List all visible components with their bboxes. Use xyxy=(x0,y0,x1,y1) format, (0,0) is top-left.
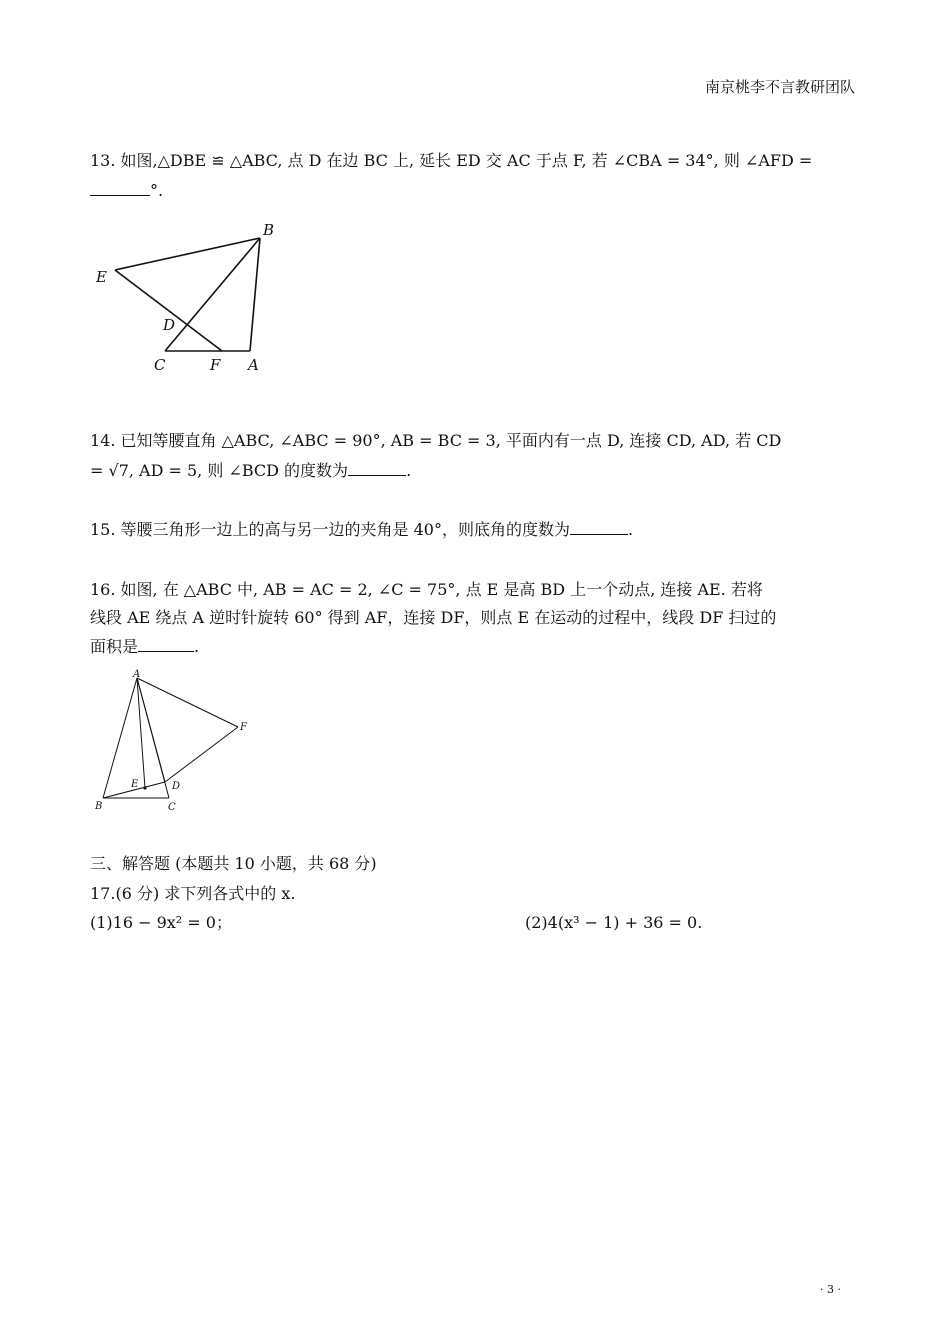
q16-suffix: . xyxy=(194,637,200,656)
q13-line1: 13. 如图,△DBE ≌ △ABC, 点 D 在边 BC 上, 延长 ED 交 AC 于点 F, 若 ∠CBA = 34°, 则 ∠AFD = xyxy=(90,151,813,170)
q16-line2: 线段 AE 绕点 A 逆时针旋转 60° 得到 AF，连接 DF，则点 E 在运动的过程中，线段 DF 扫过的 xyxy=(90,608,777,627)
q13-line2 xyxy=(90,178,866,204)
q13-figure xyxy=(90,218,290,378)
q13-edge-EB xyxy=(115,238,260,270)
q16-edge-AF xyxy=(137,678,238,727)
q14-line2 xyxy=(90,458,866,484)
section3-title: 三、解答题 (本题共 10 小题，共 68 分) xyxy=(90,854,377,873)
q16-answer-blank xyxy=(138,635,194,652)
q17-part2: (2)4(x³ − 1) + 36 = 0. xyxy=(525,913,703,932)
q15-answer-blank xyxy=(570,518,628,535)
q16-label-D: D xyxy=(172,781,181,792)
q13-answer-blank xyxy=(90,179,150,196)
q15-line xyxy=(90,517,866,543)
q15-text: 15. 等腰三角形一边上的高与另一边的夹角是 40°，则底角的度数为 xyxy=(90,520,570,539)
q16-line3 xyxy=(90,634,866,660)
q13-label-F: F xyxy=(210,356,221,374)
q13-label-A: A xyxy=(248,356,259,374)
header-team: 南京桃李不言教研团队 xyxy=(704,78,855,96)
q17-title: 17.(6 分) 求下列各式中的 x. xyxy=(90,884,296,903)
q13-label-E: E xyxy=(96,268,107,286)
q16-line1: 16. 如图, 在 △ABC 中, AB = AC = 2, ∠C = 75°, 点 E 是高 BD 上一个动点, 连接 AE. 若将 xyxy=(90,580,763,599)
q16-label-E: E xyxy=(131,779,139,790)
q13-edge-BA xyxy=(250,238,260,351)
q16-figure xyxy=(88,668,263,816)
q16-label-F: F xyxy=(240,722,247,733)
q16-point-E xyxy=(143,786,146,789)
q16-label-B: B xyxy=(95,801,103,812)
q14-line2-prefix: = √7, AD = 5, 则 ∠BCD 的度数为 xyxy=(90,461,349,480)
q15-suffix: . xyxy=(627,520,634,539)
q17-part1: (1)16 − 9x² = 0； xyxy=(90,913,232,932)
q13-suffix: °. xyxy=(150,181,164,200)
q13-label-B: B xyxy=(263,221,275,239)
q16-line3-prefix: 面积是 xyxy=(90,637,139,656)
page-number: · 3 · xyxy=(820,1283,841,1296)
q13-edge-CB xyxy=(165,238,260,351)
q13-label-D: D xyxy=(163,316,176,334)
q14-line1: 14. 已知等腰直角 △ABC, ∠ABC = 90°, AB = BC = 3, 平面内有一点 D, 连接 CD, AD, 若 CD xyxy=(90,431,782,450)
q16-label-C: C xyxy=(168,802,176,813)
q13-label-C: C xyxy=(154,356,166,374)
q13-edge-EF xyxy=(115,270,222,351)
q14-answer-blank xyxy=(348,459,406,476)
q16-label-A: A xyxy=(133,669,141,680)
q16-edge-FD xyxy=(165,727,238,782)
q14-suffix: . xyxy=(406,461,412,480)
